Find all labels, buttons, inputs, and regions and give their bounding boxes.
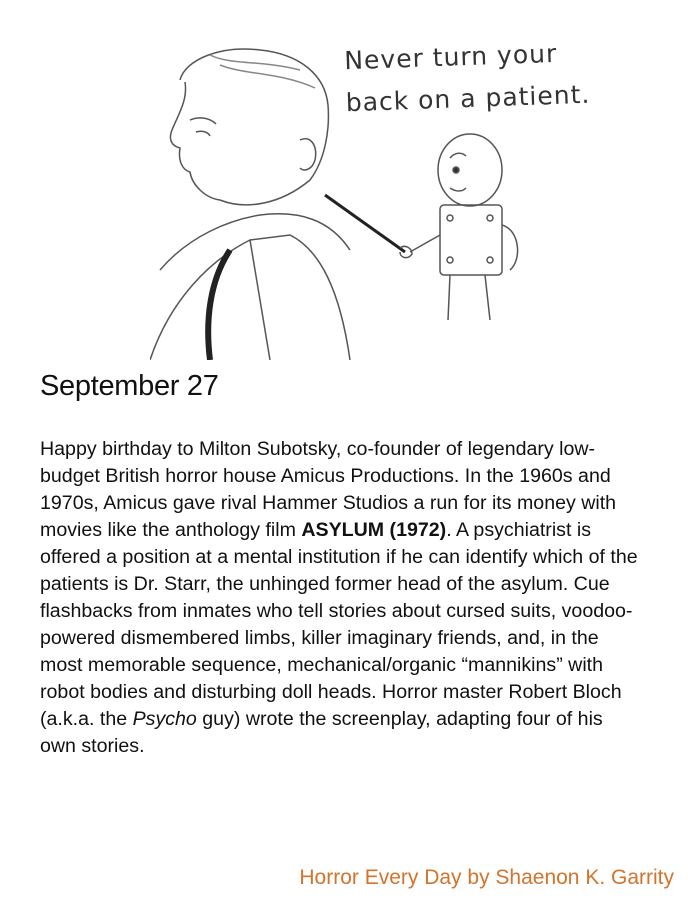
entry-date-heading: September 27: [40, 370, 219, 402]
psycho-title: Psycho: [132, 708, 197, 730]
body-part-2: . A psychiatrist is offered a position at a mental institution if he can identify which of the patients is Dr. Starr, the unhinged former head of the asylum. Cue flashbacks from inmates who tell stories about cursed suits, voodoo-powered dismembered limbs, killer imaginary friends, and, in the most memorable sequence, mechanical/organic “mannikins” with robot bodies and disturbing doll heads. Horror master Robert Bloch (a.k.a. the: [40, 519, 638, 730]
man-figure: [150, 49, 350, 360]
caption-line-1: Never turn your: [343, 38, 558, 76]
robot-doll-figure: [325, 134, 518, 320]
speech-caption: [344, 32, 591, 124]
body-part-1: Happy birthday to Milton Subotsky, co-founder of legendary low-budget British horror house Amicus Productions. In the 1960s and 1970s, Amicus gave rival Hammer Studios a run for its money with movies like the anthology film: [40, 438, 617, 541]
author-credit: Horror Every Day by Shaenon K. Garrity: [299, 866, 674, 889]
body-part-3: guy) wrote the screenplay, adapting four of his own stories.: [40, 708, 603, 757]
caption-line-2: back on a patient.: [345, 79, 591, 118]
entry-body: [40, 436, 640, 760]
film-title: ASYLUM (1972): [301, 519, 447, 541]
